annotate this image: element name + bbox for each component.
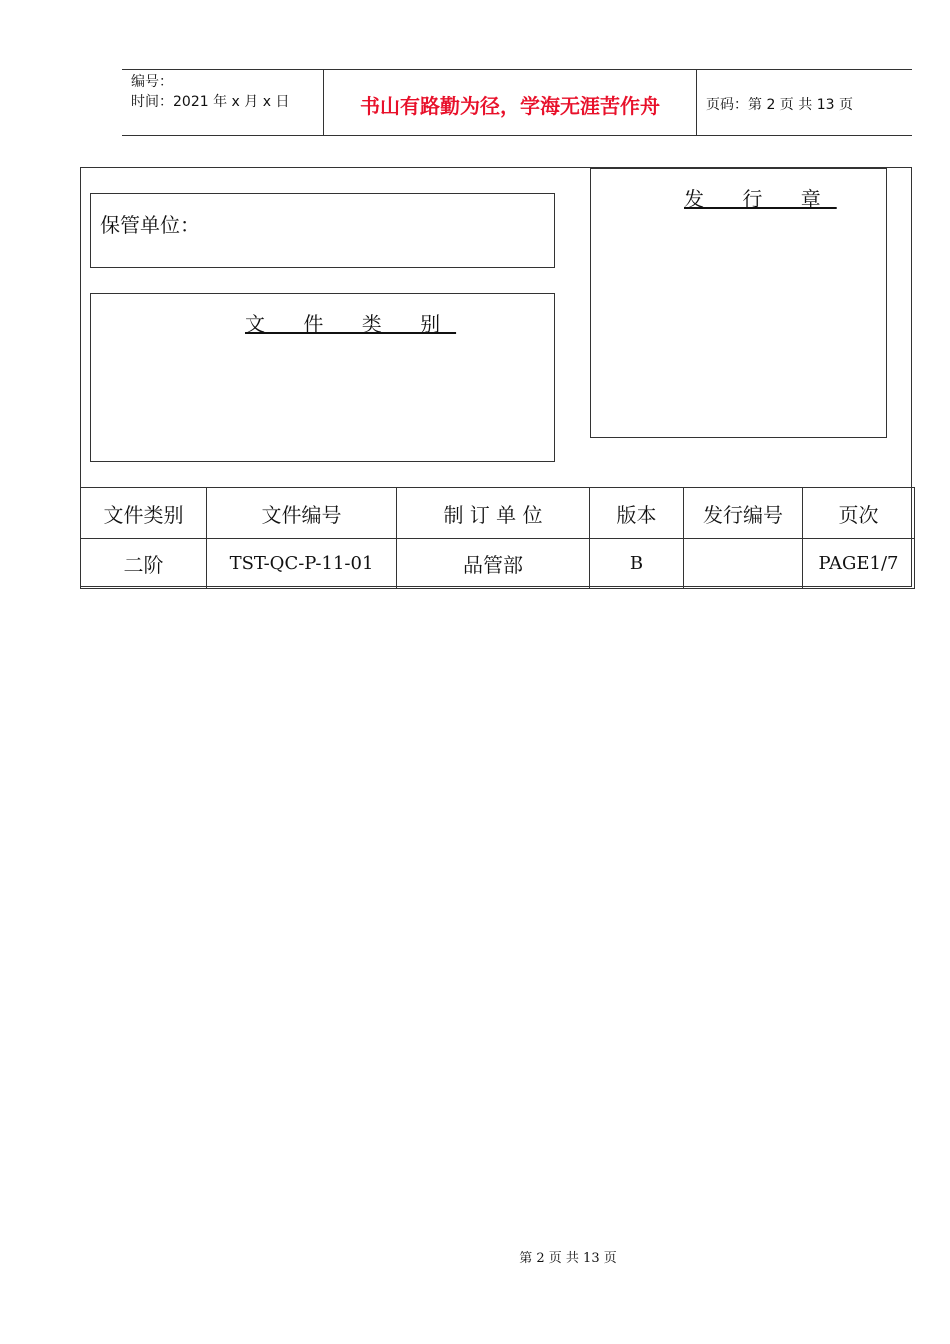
header-top-rule xyxy=(122,69,912,70)
header-issue-number: 发行编号 xyxy=(684,488,803,539)
header-category: 文件类别 xyxy=(81,488,207,539)
category-box xyxy=(90,293,555,462)
table-row xyxy=(81,539,915,589)
page-label: 页码：第 2 页 共 13 页 xyxy=(706,97,853,113)
slogan: 书山有路勤为径，学海无涯苦作舟 xyxy=(360,94,660,118)
header-dept: 制 订 单 位 xyxy=(397,488,590,539)
page-footer xyxy=(0,1247,950,1266)
stamp-box xyxy=(590,168,887,438)
cell-issue-number xyxy=(684,539,803,589)
cell-dept: 品管部 xyxy=(397,539,590,589)
cell-doc-number: TST-QC-P-11-01 xyxy=(207,539,397,589)
cell-page: PAGE1/7 xyxy=(803,539,915,589)
table-header-row xyxy=(81,488,915,539)
header-divider-right xyxy=(696,69,697,136)
document-info-table xyxy=(80,487,915,589)
cell-version: B xyxy=(590,539,684,589)
time-label: 时间：2021 年 x 月 x 日 xyxy=(131,94,290,110)
footer-page-number: 第 2 页 共 13 页 xyxy=(519,1251,617,1266)
custody-box xyxy=(90,193,555,268)
header-page: 页次 xyxy=(803,488,915,539)
custody-label: 保管单位： xyxy=(100,213,200,237)
category-title: 文 件 类 别 xyxy=(245,312,457,336)
serial-label: 编号： xyxy=(131,74,173,90)
cell-category: 二阶 xyxy=(81,539,207,589)
header-bottom-rule xyxy=(122,135,912,136)
stamp-title: 发 行 章 xyxy=(684,187,837,211)
header-version: 版本 xyxy=(590,488,684,539)
header-doc-number: 文件编号 xyxy=(207,488,397,539)
